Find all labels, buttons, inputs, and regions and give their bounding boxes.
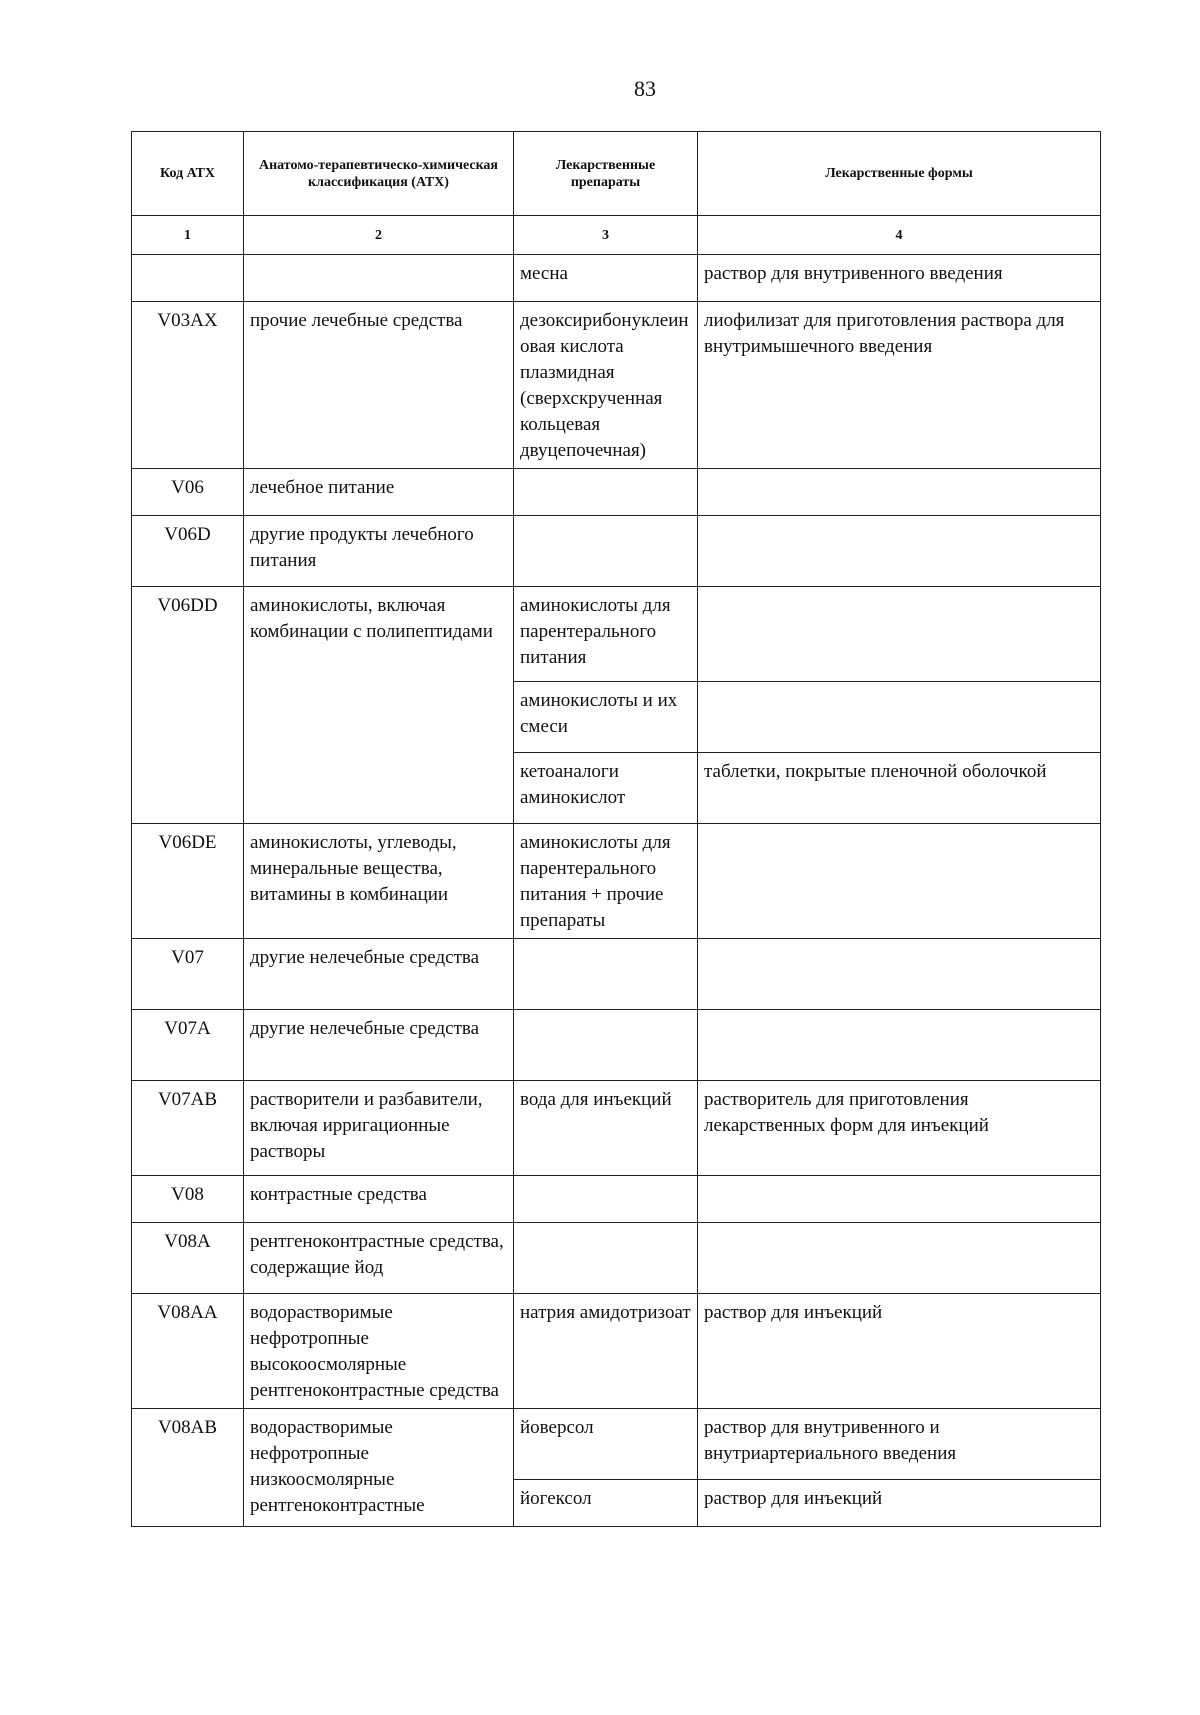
table-row xyxy=(132,1223,1101,1294)
table-row xyxy=(132,1294,1101,1409)
form-cell xyxy=(698,939,1101,1010)
atx-table xyxy=(131,131,1101,1527)
drug-cell xyxy=(514,469,698,516)
atx-code-cell: V06D xyxy=(132,516,244,587)
atx-code-cell: V06 xyxy=(132,469,244,516)
header-forms: Лекарственные формы xyxy=(698,132,1101,216)
table-row xyxy=(132,587,1101,682)
table-row xyxy=(132,255,1101,302)
table-row xyxy=(132,302,1101,469)
drug-cell: аминокислоты и их смеси xyxy=(514,682,698,753)
atx-code-cell: V07A xyxy=(132,1010,244,1081)
atx-name-cell: аминокислоты, углеводы, минеральные вещества, витамины в комбинации xyxy=(244,824,514,939)
atx-name-cell: лечебное питание xyxy=(244,469,514,516)
form-cell: раствор для инъекций xyxy=(698,1480,1101,1527)
header-code: Код АТХ xyxy=(132,132,244,216)
atx-code-cell: V03AX xyxy=(132,302,244,469)
form-cell: лиофилизат для приготовления раствора для внутримышечного введения xyxy=(698,302,1101,469)
atx-name-cell: рентгеноконтрастные средства, содержащие йод xyxy=(244,1223,514,1294)
drug-cell: аминокислоты для парентерального питания xyxy=(514,587,698,682)
atx-code-cell: V06DD xyxy=(132,587,244,824)
form-cell xyxy=(698,682,1101,753)
table-row xyxy=(132,939,1101,1010)
column-number-row xyxy=(132,216,1101,255)
atx-name-cell: водорастворимые нефротропные высокоосмолярные рентгеноконтрастные средства xyxy=(244,1294,514,1409)
table-row xyxy=(132,469,1101,516)
atx-name-cell: другие нелечебные средства xyxy=(244,1010,514,1081)
column-number: 3 xyxy=(514,216,698,255)
atx-code-cell: V06DE xyxy=(132,824,244,939)
atx-code-cell: V08AB xyxy=(132,1409,244,1527)
atx-code-cell: V07AB xyxy=(132,1081,244,1176)
header-row xyxy=(132,132,1101,216)
drug-cell: дезоксирибонуклеиновая кислота плазмидная (сверхскрученная кольцевая двуцепочечная) xyxy=(514,302,698,469)
column-number: 4 xyxy=(698,216,1101,255)
drug-cell: аминокислоты для парентерального питания + прочие препараты xyxy=(514,824,698,939)
drug-cell xyxy=(514,1223,698,1294)
atx-code-cell: V08 xyxy=(132,1176,244,1223)
drug-cell xyxy=(514,1010,698,1081)
atx-name-cell: аминокислоты, включая комбинации с полипептидами xyxy=(244,587,514,824)
atx-code-cell: V08A xyxy=(132,1223,244,1294)
drug-cell xyxy=(514,516,698,587)
table-row xyxy=(132,1176,1101,1223)
atx-name-cell: водорастворимые нефротропные низкоосмолярные рентгеноконтрастные xyxy=(244,1409,514,1527)
header-drugs: Лекарственные препараты xyxy=(514,132,698,216)
form-cell xyxy=(698,516,1101,587)
form-cell xyxy=(698,587,1101,682)
column-number: 2 xyxy=(244,216,514,255)
table-row xyxy=(132,824,1101,939)
drug-cell: йогексол xyxy=(514,1480,698,1527)
form-cell xyxy=(698,824,1101,939)
atx-name-cell: прочие лечебные средства xyxy=(244,302,514,469)
atx-code-cell xyxy=(132,255,244,302)
atx-name-cell: контрастные средства xyxy=(244,1176,514,1223)
drug-cell xyxy=(514,1176,698,1223)
form-cell xyxy=(698,1223,1101,1294)
form-cell: таблетки, покрытые пленочной оболочкой xyxy=(698,753,1101,824)
form-cell: раствор для внутривенного и внутриартериального введения xyxy=(698,1409,1101,1480)
drug-cell: вода для инъекций xyxy=(514,1081,698,1176)
form-cell xyxy=(698,469,1101,516)
column-number: 1 xyxy=(132,216,244,255)
page-number: 83 xyxy=(634,76,656,101)
form-cell xyxy=(698,1010,1101,1081)
table-row xyxy=(132,1010,1101,1081)
table-row xyxy=(132,1081,1101,1176)
drug-cell: йоверсол xyxy=(514,1409,698,1480)
drug-cell: натрия амидотризоат xyxy=(514,1294,698,1409)
table-row xyxy=(132,516,1101,587)
drug-cell: месна xyxy=(514,255,698,302)
table-row xyxy=(132,1409,1101,1480)
atx-name-cell: другие нелечебные средства xyxy=(244,939,514,1010)
atx-name-cell: растворители и разбавители, включая ирригационные растворы xyxy=(244,1081,514,1176)
drug-cell: кетоаналоги аминокислот xyxy=(514,753,698,824)
atx-code-cell: V07 xyxy=(132,939,244,1010)
atx-code-cell: V08AA xyxy=(132,1294,244,1409)
form-cell: раствор для инъекций xyxy=(698,1294,1101,1409)
header-atc: Анатомо-терапевтическо-химическая классификация (АТХ) xyxy=(244,132,514,216)
form-cell xyxy=(698,1176,1101,1223)
form-cell: растворитель для приготовления лекарственных форм для инъекций xyxy=(698,1081,1101,1176)
form-cell: раствор для внутривенного введения xyxy=(698,255,1101,302)
atx-name-cell xyxy=(244,255,514,302)
drug-cell xyxy=(514,939,698,1010)
atx-name-cell: другие продукты лечебного питания xyxy=(244,516,514,587)
